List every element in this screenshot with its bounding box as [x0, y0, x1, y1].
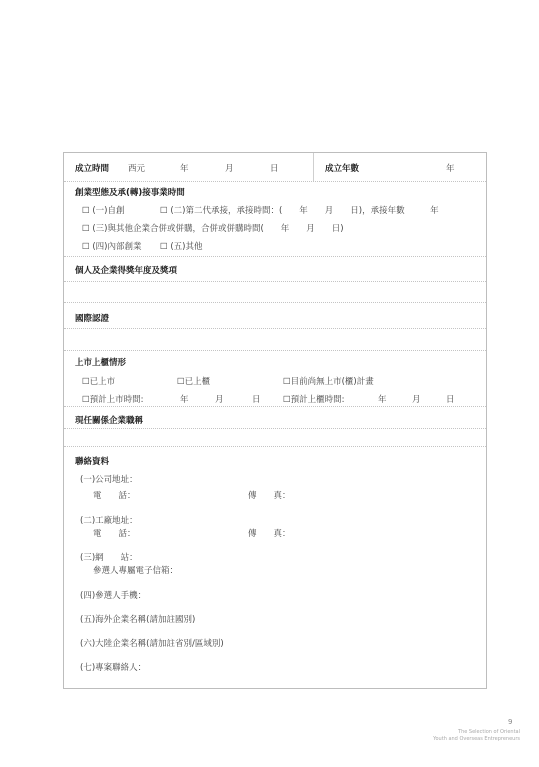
company-address-label[interactable]: (一)公司地址： [80, 475, 138, 485]
awards-title: 個人及企業得獎年度及獎項 [75, 266, 178, 276]
year-label[interactable]: 年 [180, 164, 189, 174]
option-listed[interactable]: ☐已上市 [82, 377, 116, 387]
mainland-company-label[interactable]: (六)大陸企業名稱(請加註省別/區域別) [80, 639, 224, 649]
company-phone-label[interactable]: 電 話： [93, 491, 136, 501]
venture-type-title: 創業型態及承(轉)接事業時間 [75, 188, 185, 198]
intl-certification-title: 國際認證 [75, 314, 110, 324]
option-otc-listed[interactable]: ☐已上櫃 [177, 377, 211, 387]
factory-phone-label[interactable]: 電 話： [93, 529, 136, 539]
overseas-company-label[interactable]: (五)海外企業名稱(請加註國別) [80, 615, 196, 625]
founding-time-label: 成立時間 [75, 164, 110, 174]
option-second-generation[interactable]: ☐ (二)第二代承接，承接時間：( 年 月 日)，承接年數 年 [160, 206, 439, 216]
current-position-title: 現任關係企業職稱 [75, 416, 144, 426]
years-established-label: 成立年數 [325, 164, 360, 174]
row-divider [64, 181, 486, 182]
footer-line-2: Youth and Overseas Entrepreneurs [433, 736, 520, 742]
row-divider [64, 328, 486, 329]
option-internal[interactable]: ☐ (四)內部創業 [82, 242, 142, 252]
listing-status-title: 上市上櫃情形 [75, 358, 127, 368]
option-planned-otc[interactable]: ☐預計上櫃時間: [283, 395, 345, 405]
month-label[interactable]: 月 [225, 164, 234, 174]
factory-fax-label[interactable]: 傳 真： [248, 529, 291, 539]
option-self-founded[interactable]: ☐ (一)自創 [82, 206, 125, 216]
otc-month-label: 月 [412, 395, 421, 405]
otc-day-label: 日 [446, 395, 455, 405]
row-divider [64, 350, 486, 351]
years-unit[interactable]: 年 [446, 164, 455, 174]
listing-day-label: 日 [252, 395, 261, 405]
option-other[interactable]: ☐ (五)其他 [160, 242, 203, 252]
contact-info-title: 聯絡資料 [75, 457, 110, 467]
listing-year-label: 年 [180, 395, 189, 405]
page-number: 9 [508, 718, 513, 726]
footer-line-1: The Selection of Oriental [458, 729, 520, 735]
listing-month-label: 月 [215, 395, 224, 405]
factory-address-label[interactable]: (二)工廠地址： [80, 516, 138, 526]
website-label[interactable]: (三)網 站： [80, 553, 138, 563]
company-fax-label[interactable]: 傳 真： [248, 491, 291, 501]
row-divider [64, 256, 486, 257]
option-merger[interactable]: ☐ (三)與其他企業合併或併購，合併或併購時間( 年 月 日) [82, 224, 344, 234]
project-liaison-label[interactable]: (七)專案聯絡人： [80, 663, 147, 673]
era-label: 西元 [128, 164, 146, 174]
row-divider [64, 302, 486, 303]
day-label[interactable]: 日 [270, 164, 279, 174]
option-planned-listing[interactable]: ☐預計上市時間: [82, 395, 144, 405]
row-divider [64, 446, 486, 447]
row-divider [64, 428, 486, 429]
option-no-plan[interactable]: ☐目前尚無上市(櫃)計畫 [283, 377, 374, 387]
column-divider [313, 153, 314, 181]
row-divider [64, 406, 486, 407]
row-divider [64, 281, 486, 282]
email-label[interactable]: 參選人專屬電子信箱： [93, 566, 179, 576]
otc-year-label: 年 [378, 395, 387, 405]
mobile-label[interactable]: (四)參選人手機： [80, 591, 147, 601]
